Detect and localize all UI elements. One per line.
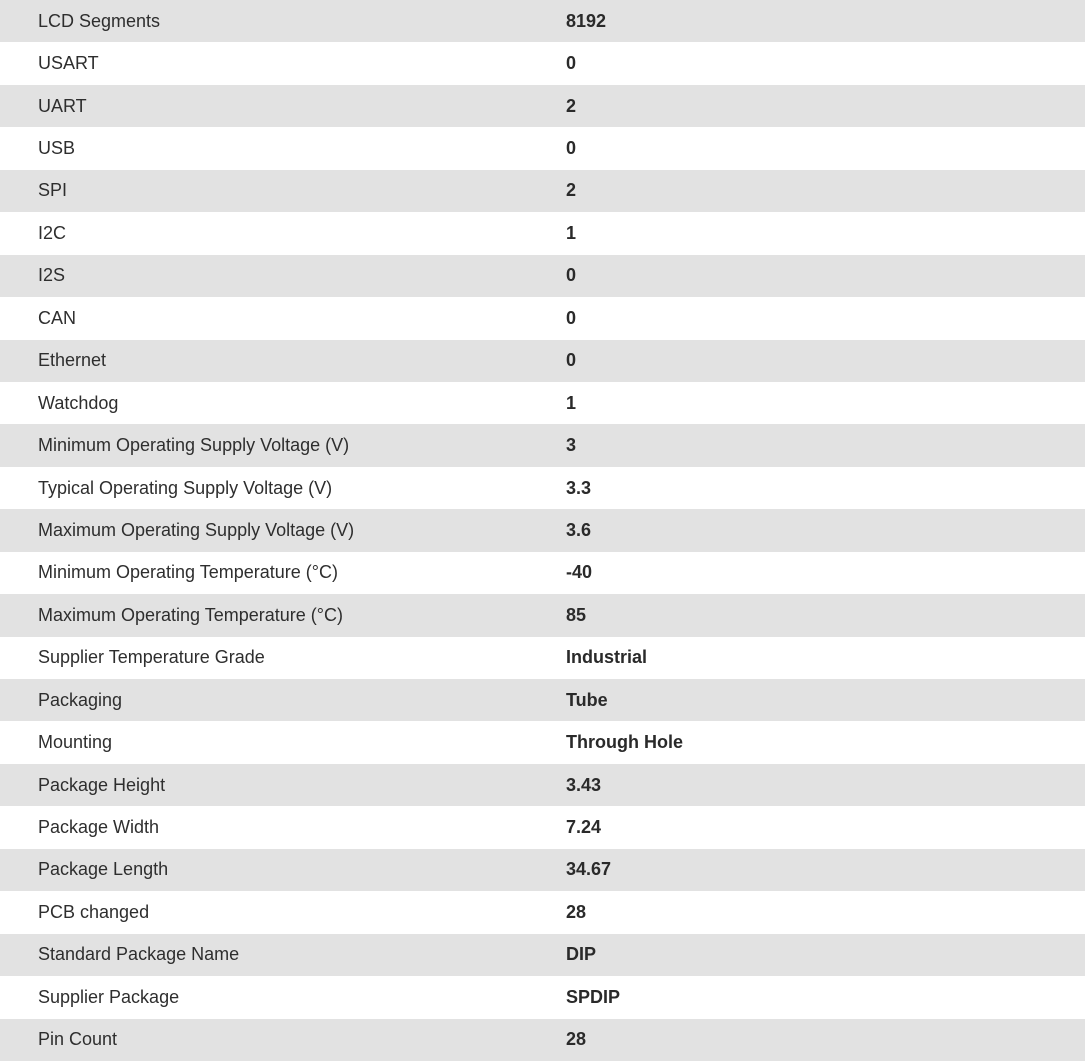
spec-row-pin-count — [0, 1019, 1085, 1061]
spec-value: 34.67 — [566, 859, 612, 880]
spec-value: 85 — [566, 604, 587, 625]
spec-value: Through Hole — [566, 732, 683, 753]
spec-value: Tube — [566, 689, 608, 710]
spec-row-min-temperature — [0, 552, 1085, 594]
spec-value: 2 — [566, 95, 577, 116]
spec-row-lcd-segments — [0, 0, 1085, 42]
spec-row-uart — [0, 85, 1085, 127]
spec-label: CAN — [38, 307, 77, 328]
spec-value: 8192 — [566, 10, 607, 31]
spec-row-i2s — [0, 255, 1085, 297]
spec-row-spi — [0, 170, 1085, 212]
spec-value: 28 — [566, 901, 587, 922]
spec-row-max-supply-voltage — [0, 509, 1085, 551]
spec-value: 1 — [566, 392, 577, 413]
spec-row-package-length — [0, 849, 1085, 891]
spec-label: USB — [38, 138, 76, 159]
spec-label: Maximum Operating Supply Voltage (V) — [38, 519, 355, 540]
spec-label: Minimum Operating Temperature (°C) — [38, 562, 338, 583]
spec-label: I2S — [38, 265, 66, 286]
spec-label: Pin Count — [38, 1029, 118, 1050]
spec-row-usb — [0, 127, 1085, 169]
spec-value: DIP — [566, 944, 597, 965]
spec-label: Supplier Temperature Grade — [38, 647, 265, 668]
spec-label: Typical Operating Supply Voltage (V) — [38, 477, 333, 498]
spec-value: 3.3 — [566, 477, 592, 498]
spec-value: 3.6 — [566, 519, 592, 540]
spec-value: Industrial — [566, 647, 648, 668]
spec-row-typ-supply-voltage — [0, 467, 1085, 509]
spec-label: USART — [38, 53, 99, 74]
spec-row-package-height — [0, 764, 1085, 806]
spec-row-supplier-package — [0, 976, 1085, 1018]
spec-row-watchdog — [0, 382, 1085, 424]
spec-row-max-temperature — [0, 594, 1085, 636]
spec-label: I2C — [38, 222, 67, 243]
spec-value: 0 — [566, 138, 577, 159]
spec-label: Standard Package Name — [38, 944, 240, 965]
spec-value: 0 — [566, 350, 577, 371]
spec-value: 2 — [566, 180, 577, 201]
spec-value: 7.24 — [566, 817, 602, 838]
spec-value: 3 — [566, 435, 577, 456]
spec-label: Package Length — [38, 859, 169, 880]
spec-label: PCB changed — [38, 901, 150, 922]
spec-label: Minimum Operating Supply Voltage (V) — [38, 435, 350, 456]
spec-label: SPI — [38, 180, 68, 201]
spec-label: Watchdog — [38, 392, 119, 413]
spec-row-ethernet — [0, 340, 1085, 382]
spec-label: LCD Segments — [38, 10, 161, 31]
spec-value: 1 — [566, 222, 577, 243]
spec-row-standard-package-name — [0, 934, 1085, 976]
spec-label: Package Width — [38, 817, 160, 838]
spec-row-min-supply-voltage — [0, 424, 1085, 466]
spec-value: 0 — [566, 307, 577, 328]
spec-row-packaging — [0, 679, 1085, 721]
spec-label: Package Height — [38, 774, 166, 795]
spec-value: 0 — [566, 53, 577, 74]
spec-value: -40 — [566, 562, 593, 583]
spec-row-i2c — [0, 212, 1085, 254]
spec-row-temperature-grade — [0, 637, 1085, 679]
spec-label: Supplier Package — [38, 986, 180, 1007]
spec-label: Packaging — [38, 689, 123, 710]
spec-row-can — [0, 297, 1085, 339]
spec-value: 28 — [566, 1029, 587, 1050]
spec-row-package-width — [0, 806, 1085, 848]
spec-label: Maximum Operating Temperature (°C) — [38, 604, 343, 625]
spec-value: SPDIP — [566, 986, 621, 1007]
spec-row-usart — [0, 42, 1085, 84]
spec-label: Ethernet — [38, 350, 107, 371]
spec-row-pcb-changed — [0, 891, 1085, 933]
spec-value: 3.43 — [566, 774, 602, 795]
spec-value: 0 — [566, 265, 577, 286]
spec-row-mounting — [0, 721, 1085, 763]
spec-label: Mounting — [38, 732, 113, 753]
spec-label: UART — [38, 95, 87, 116]
